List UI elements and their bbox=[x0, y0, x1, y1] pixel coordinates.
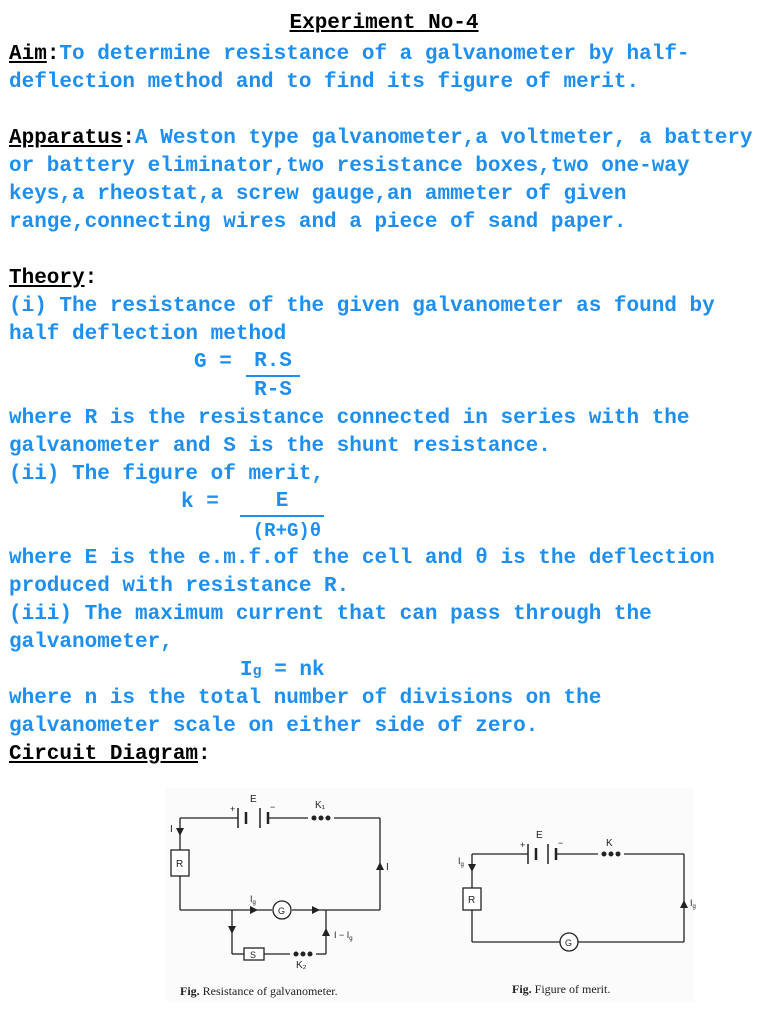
fig2-current-arrows bbox=[468, 864, 688, 908]
fig1-minus-label: − bbox=[270, 802, 276, 812]
formula2-lhs: k = bbox=[181, 491, 219, 514]
formula1-denominator: R-S bbox=[254, 379, 292, 402]
fig2-caption-bold: Fig. bbox=[512, 982, 532, 996]
fig1-key1 bbox=[312, 816, 331, 821]
formula2-denominator: (R+G)θ bbox=[252, 520, 322, 542]
fig2-battery bbox=[528, 844, 556, 864]
theory-item-1-where: where R is the resistance connected in series with the galvanometer and S is the shunt resistance. bbox=[9, 407, 690, 458]
fig1-current-shunt: $I - I_g$ bbox=[334, 930, 353, 942]
fig1-caption-text: Resistance of galvanometer. bbox=[202, 984, 338, 998]
fig1-key2-label: K₂ bbox=[296, 960, 307, 971]
apparatus-text: A Weston type galvanometer,a voltmeter, a battery or battery eliminator,two resistance boxes,two one-way keys,a rheostat,a screw gauge,an ammeter of given range,connecting wires and a piece of sand paper. bbox=[9, 127, 753, 234]
fig2-battery-label: E bbox=[536, 830, 543, 841]
fig1-plus-label: + bbox=[230, 804, 236, 814]
aim-label: Aim bbox=[9, 43, 47, 66]
fig1-shunt-label: S bbox=[250, 950, 257, 960]
fig1-current-right: I bbox=[386, 862, 389, 873]
circuit-label: Circuit Diagram bbox=[9, 743, 199, 766]
fig1-wires bbox=[180, 818, 380, 954]
apparatus-label: Apparatus bbox=[9, 127, 123, 150]
fig1-current-left: I bbox=[170, 824, 173, 835]
fig1-caption bbox=[180, 984, 338, 998]
circuit-figures bbox=[166, 788, 694, 1002]
theory-item-3-where: where n is the total number of divisions on the galvanometer scale on either side of zero. bbox=[9, 687, 602, 738]
circuit-diagram-svg bbox=[166, 788, 694, 1002]
fig2-current-left: $I_g$ bbox=[458, 856, 464, 868]
fig2-minus-label: − bbox=[558, 838, 564, 848]
formula3-subscript: g bbox=[252, 663, 262, 680]
fig1-battery bbox=[238, 808, 268, 828]
formula3-symbol: I bbox=[240, 659, 253, 682]
circuit-heading: Circuit Diagram: bbox=[9, 743, 211, 766]
fig1-galvanometer-label: G bbox=[278, 906, 286, 916]
fig2-caption-text: Figure of merit. bbox=[534, 982, 611, 996]
formula1-lhs: G = bbox=[194, 351, 232, 374]
page-title: Experiment No-4 bbox=[289, 12, 479, 35]
fig1-resistor-label: R bbox=[176, 859, 184, 870]
theory-label: Theory bbox=[9, 267, 85, 290]
fig2-key-label: K bbox=[606, 838, 613, 849]
fig1-current-galv: $I_g$ bbox=[250, 894, 256, 906]
theory-item-1 bbox=[9, 293, 759, 349]
theory-item-2-where: where E is the e.m.f.of the cell and θ is the deflection produced with resistance R. bbox=[9, 547, 715, 598]
theory-item-2-text: (ii) The figure of merit, bbox=[9, 463, 325, 486]
fig2-resistor-label: R bbox=[468, 895, 476, 906]
theory-heading: Theory: bbox=[9, 267, 98, 290]
formula-galvanometer-resistance bbox=[194, 349, 232, 377]
formula2-numerator: E bbox=[240, 489, 324, 517]
fig1-key2 bbox=[294, 952, 313, 957]
fig1-key1-label: K₁ bbox=[315, 800, 326, 811]
formula3-rest: = nk bbox=[261, 659, 325, 682]
apparatus-section: Apparatus:A Weston type galvanometer,a voltmeter, a battery or battery eliminator,two resistance boxes,two one-way keys,a rheostat,a screw gauge,an ammeter of given range,connecting wires and a piece of sand paper. bbox=[9, 127, 753, 234]
aim-section: Aim:To determine resistance of a galvanometer by half-deflection method and to find its figure of merit. bbox=[9, 43, 690, 94]
fig1-current-arrows bbox=[176, 828, 384, 936]
fig2-wires bbox=[472, 854, 684, 942]
fig2-caption bbox=[512, 982, 610, 996]
fig2-plus-label: + bbox=[520, 840, 526, 850]
theory-item-1-text: (i) The resistance of the given galvanometer as found by half deflection method bbox=[9, 295, 715, 346]
fig2-galvanometer-label: G bbox=[565, 938, 573, 948]
fig1-caption-bold: Fig. bbox=[180, 984, 200, 998]
fig2-current-right: $I_g$ bbox=[690, 898, 696, 910]
aim-text: To determine resistance of a galvanometer by half-deflection method and to find its figure of merit. bbox=[9, 43, 690, 94]
formula1-numerator: R.S bbox=[246, 349, 300, 377]
formula-max-current bbox=[240, 657, 325, 686]
theory-item-3-text: (iii) The maximum current that can pass through the galvanometer, bbox=[9, 603, 652, 654]
fig2-key bbox=[602, 852, 621, 857]
fig1-battery-label: E bbox=[250, 794, 257, 805]
